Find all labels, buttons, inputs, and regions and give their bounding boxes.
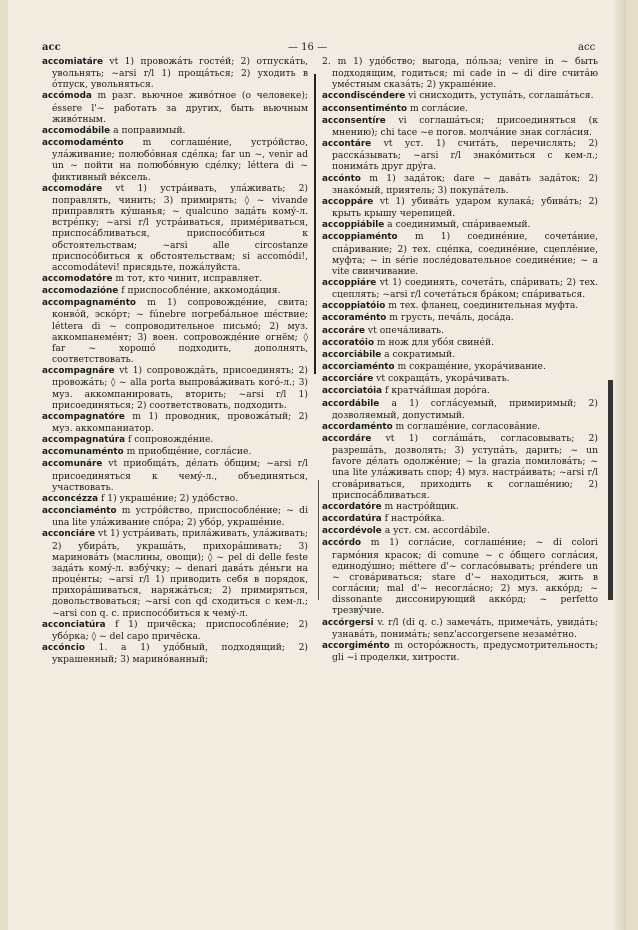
entry-definition: vt опечáливать. [367,324,444,336]
entry-headword: accompagnaménto [42,298,136,309]
entry-definition: vt уст. 1) считáть, перечислять; 2) расскáзывать; ~arsi r/l знакóмиться с кем-л.; понимáть друг дрýга. [332,138,599,173]
entry-definition: m 1) соединéние, сочетáние, спáривание; 2) тех. сцéпка, соединéние, сцеплéние, муфта; ~ in série послéдовательное соединéние; ~ a vite свинчивание. [332,231,598,277]
entry-definition: m 1) проводник, провожáтый; 2) муз. аккомпаниатор. [52,410,309,434]
dictionary-entry [322,56,598,90]
page-number: — 16 — [288,42,328,53]
entry-definition: a уст. см. accordábile. [384,525,490,537]
entry-definition: m настрóйщик. [384,500,459,512]
dictionary-entry [322,525,598,537]
entry-definition: vt 1) сопровождáть, присоединять; 2) провожáть; ◊ ~ alla porta выпровáживать когó-л.; 3) муз. аккомпанировать, вторить; ~arsi r/l 1) присоединяться; 2) соответствовать, подходить. [52,365,308,411]
entry-definition: a поправимый. [113,124,186,136]
dictionary-entry [42,56,308,90]
entry-definition: m тех. фланец, соединительная муфта. [388,300,579,312]
entry-definition: a 1) соглáсуемый, примиримый; 2) дозволяемый, допустимый. [332,397,598,421]
dictionary-entry [42,446,308,458]
dictionary-entry [42,411,308,434]
entry-headword: accoppiatóio [322,301,386,312]
entry-headword: accomodazióne [42,286,119,297]
dictionary-entry [322,640,598,663]
dictionary-entry [322,219,598,231]
entry-definition: v. r/l (di q. c.) замечáть, примечáть, увидáть; узнавáть, понимáть; senz'accorgersene незамéтно. [332,616,598,640]
dictionary-entry [322,312,598,324]
dictionary-entry [42,505,308,528]
entry-headword: accontáre [322,139,372,150]
entry-headword: accordévole [322,526,382,537]
entry-definition: vt 1) устрáивать, прилáживать, улáживать; 2) убирáть, украшáть, прихорáшивать; 3) мариновáть (маслины, овощи); ◊ ~ pel di delle feste задáть комý-л. взбýчку; ~ denari давáть дéньги на процéнты; ~arsi r/l 1) приводить себя в порядок, прихорáшиваться, наряжáться; 2) примиряться, довольствоваться; ~arsi con qd сходиться с кем-л.; ~arsi con q. c. приспосóбиться к чемý-л. [52,528,308,619]
dictionary-entry [322,90,598,102]
entry-definition: f настрóйка. [384,513,445,525]
scan-edge-mark [608,380,613,600]
entry-definition: 2. m 1) удóбство; выгода, пóльза; venire in ~ быть подходящим, годиться; mi cade in ~ di dire считáю умéстным сказáть; 2) украшéние. [322,56,598,91]
entry-definition: m разг. вьючное живóтное (о человеке); éssere l'~ работать за других, быть вьючным живóтным. [52,90,308,125]
entry-headword: accordábile [322,398,380,409]
entry-headword: accorciatóia [322,386,383,397]
entry-headword: accoppáre [322,196,374,207]
entry-definition: m осторóжность, предусмотрительность; gli ~i проделки, хитрости. [332,639,598,663]
entry-definition: m 1) сопровождéние, свита; конвóй, эскóрт; ~ fúnebre погребáльное шéствие; léttera di ~ сопроводительное письмó; 2) муз. аккомпанемéнт; 3) воен. сопровождéние огнём; ◊ far ~ хорошó подходить, дополнять, соответствовать. [52,297,308,366]
entry-definition: m нож для убóя свинéй. [376,336,495,348]
entry-headword: accorciaménto [322,362,395,373]
entry-headword: accoráre [322,325,365,336]
dictionary-entry [322,337,598,349]
entry-headword: accónto [322,173,361,184]
header-right-guide-word: acc [578,42,596,53]
entry-headword: accomunaménto [42,447,124,458]
dictionary-entry [322,349,598,361]
dictionary-entry [42,493,308,505]
entry-definition: vt 1) убивáть ударом кулакá; убивáть; 2) крыть крышу черепицей. [332,195,599,220]
dictionary-entry [322,277,598,300]
header-left-guide-word: acc [42,42,61,53]
entry-headword: accóncio [42,642,85,653]
entry-headword: acconsentiménto [322,103,408,114]
dictionary-entry [42,528,308,618]
right-column [322,56,598,663]
entry-definition: vt 1) провожáть гостéй; 2) отпускáть, увольнять; ~arsi r/l 1) прощáться; 2) уходить в óтпуск, увольнятьcя. [52,56,309,91]
dictionary-entry [322,138,598,172]
dictionary-entry [322,433,598,501]
entry-definition: vt 1) устрáивать, улáживать; 2) поправлять, чинить; 3) примирять; ◊ ~ vivande приправлять кýшанья; ~ qualcuno задáть комý-л. встрéпку; ~arsi r/l устрáиваться, примéриваться, приспосáбливаться, приспосóбиться к обстоятельствам; ~arsi alle circostanze приспосóбиться к обстоятельствам; si accomódi!, accomodátevi! присядьте, пожáлуйста. [52,182,309,273]
entry-definition: m 1) задáток; dare ~ давáть задáток; 2) знакóмый, приятель; 3) покупáтель. [332,172,598,196]
dictionary-entry [42,125,308,137]
entry-definition: m 1) соглáсие, соглашéние; ~ di colori гармóния красок; di comune ~ с óбщего соглáсия, единодýшно; méttere d'~ согласóвывать; préndere un ~ сговáриваться; stare d'~ находиться, жить в соглáсии; mal d'~ несоглáсно; 2) муз. аккóрд; ~ dissonante диссонирующий аккóрд; ~ perfetto трезвýчие. [332,537,599,617]
dictionary-entry [322,513,598,525]
entry-headword: accoraménto [322,313,387,324]
entry-headword: accoppiábile [322,220,385,231]
entry-definition: f кратчáйшая дорóга. [385,385,490,397]
entry-headword: accórdo [322,538,362,549]
entry-headword: accordáre [322,434,372,444]
column-divider-lower [318,480,319,600]
entry-headword: accorciábile [322,349,382,360]
entry-definition: vi соглашáться; присоединяться (к мнению); chi tace ~e погов. молчáние знак соглáсия. [332,114,599,138]
entry-headword: accondiscéndere [322,91,406,102]
entry-headword: accomodábile [42,125,111,136]
entry-headword: accórgersi [322,617,374,628]
entry-headword: acconciaménto [42,506,117,517]
entry-headword: accompagnatóre [42,411,125,422]
entry-headword: accómoda [42,91,92,102]
entry-headword: accompagnáre [42,366,115,377]
entry-headword: acconciatúra [42,619,106,630]
entry-headword: acconsentíre [322,115,386,126]
dictionary-entry [322,231,598,277]
dictionary-entry [42,137,308,183]
dictionary-entry [42,365,308,411]
entry-headword: accomodatóre [42,273,113,284]
dictionary-entry [42,273,308,285]
dictionary-entry [322,537,598,616]
entry-definition: m соглашéние, устрóйство, улáживание; полюбóвная сдéлка; far un ~, venir ad un ~ пойти на полюбóвную сдéлку; léttera di ~ фиктивный вéксель. [52,137,308,183]
dictionary-entry [322,373,598,385]
dictionary-entry [322,617,598,640]
dictionary-entry [322,173,598,196]
entry-definition: f приспособлéние, аккомодáция. [121,285,281,297]
entry-definition: m сокращéние, укорáчивание. [397,361,546,373]
dictionary-entry [42,297,308,365]
left-column [42,56,308,665]
dictionary-entry [42,90,308,124]
entry-headword: accorciáre [322,374,374,385]
dictionary-entry [322,361,598,373]
entry-headword: accompagnatúra [42,435,126,446]
entry-definition: m грусть, печáль, досáда. [389,312,514,324]
entry-definition: vt 1) соединять, сочетáть, спáривать; 2) тех. сцеплять; ~arsi r/l сочетáться брáком; спáриваться. [332,276,599,301]
entry-definition: m соглáсие. [409,102,469,114]
dictionary-entry [322,196,598,219]
entry-definition: a соединимый, спáриваемый. [387,219,531,231]
dictionary-entry [322,300,598,312]
entry-definition: f сопровождéние. [127,434,214,446]
entry-definition: m соглашéние, согласовáние. [395,420,541,432]
entry-definition: m приобщéние, соглáсие. [126,446,252,458]
dictionary-entry [42,183,308,273]
dictionary-entry [42,619,308,642]
entry-headword: accoratóio [322,337,374,348]
entry-definition: f 1) украшéние; 2) удóбство. [100,492,239,504]
entry-definition: f 1) причёска; приспособлéние; 2) убóрка; ◊ ~ del capo причёска. [52,618,309,642]
dictionary-entry [322,385,598,397]
page-edge-shadow [612,0,626,930]
entry-definition: vt 1) соглáшáть, согласовывать; 2) разрешáть, дозволять; 3) уступáть, дарить; ~ un favore дéлать одолжéние; ~ la grazia помиловáть; ~ una lite улáживать спор; 4) муз. настрáивать; ~arsi r/l сговáриваться, приходить к соглашéнию; 2) приспосáбливаться. [332,433,598,501]
entry-definition: m тот, кто чинит, исправляет. [115,272,263,284]
dictionary-entry [42,434,308,446]
dictionary-entry [322,501,598,513]
entry-definition: 1. a 1) удóбный, подходящий; 2) украшенный; 3) маринóванный; [52,641,309,666]
entry-headword: accordatóre [322,501,382,512]
dictionary-entry [322,398,598,421]
entry-headword: accomunáre [42,459,103,470]
dictionary-entry [322,115,598,138]
dictionary-entry [42,642,308,665]
entry-headword: accomiatáre [42,57,103,67]
entry-definition: vt приобщáть, дéлать óбщим; ~arsi r/l присоединяться к чемý-л., объединяться, участвовать. [52,458,308,493]
dictionary-entry [42,458,308,492]
dictionary-entry [322,103,598,115]
entry-headword: acconciáre [42,529,96,540]
entry-headword: accoppiaménto [322,232,398,243]
dictionary-entry [322,421,598,433]
entry-headword: acconcézza [42,493,99,504]
entry-headword: accordaménto [322,421,393,432]
entry-headword: accomodaménto [42,138,124,149]
entry-headword: accoppiáre [322,277,377,288]
entry-definition: vt сокращáть, укорáчивать. [376,373,510,385]
entry-definition: vi снисходить, уступáть, соглашáться. [408,90,594,102]
entry-definition: a сократимый. [384,348,456,360]
column-divider [314,74,316,374]
dictionary-entry [322,325,598,337]
dictionary-entry [42,285,308,297]
entry-headword: accordatúra [322,514,382,525]
entry-headword: accomodáre [42,183,103,194]
entry-headword: accorgiménto [322,640,390,651]
entry-definition: m устрóйство, приспособлéние; ~ di una lite улáживание спóра; 2) убóр, украшéние. [52,505,309,529]
